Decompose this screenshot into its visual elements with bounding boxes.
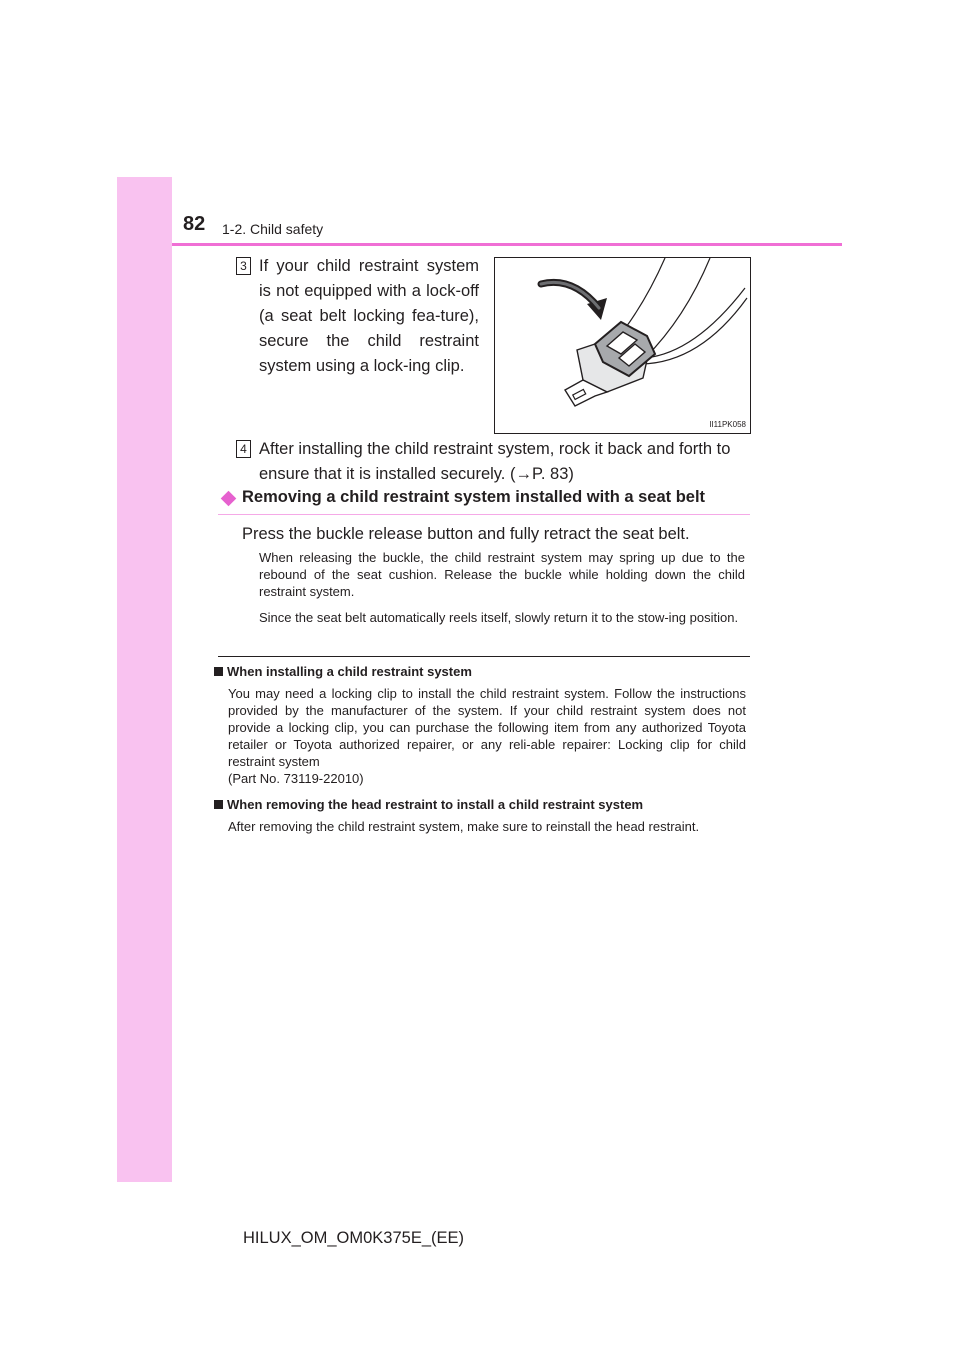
info-body-installing xyxy=(228,685,746,787)
info-title-installing xyxy=(214,664,472,679)
info-divider xyxy=(218,656,750,657)
info-body-installing-text: You may need a locking clip to install the child restraint system. Follow the instructions provided by the manufacturer of the system. If your child restraint system does not provide a locking clip, you can purchase the following item from any authorized Toyota retailer or Toyota authorized repairer, or any reli-able repairer: Locking clip for child restraint system xyxy=(228,686,746,769)
side-color-band xyxy=(117,177,172,1182)
belt-line-4 xyxy=(641,298,747,364)
info-body-installing-part-no: (Part No. 73119-22010) xyxy=(228,771,364,786)
square-bullet-icon xyxy=(214,667,223,676)
removing-note-1: When releasing the buckle, the child restraint system may spring up due to the rebound of the seat cushion. Release the buckle while holding down the child restraint system. xyxy=(259,550,745,599)
section-title: 1-2. Child safety xyxy=(222,221,324,237)
header-rule xyxy=(172,243,842,246)
info-body-removing-head-restraint-text: After removing the child restraint system, make sure to reinstall the head restraint. xyxy=(228,819,700,834)
removing-note-2: Since the seat belt automatically reels itself, slowly return it to the stow-ing position. xyxy=(259,610,739,625)
step-number-3: 3 xyxy=(236,257,251,275)
locking-clip-illustration xyxy=(495,258,750,433)
info-title-removing-head-restraint xyxy=(214,797,643,812)
removing-instruction: Press the buckle release button and fully retract the seat belt. xyxy=(242,525,690,543)
info-title-removing-head-restraint-text: When removing the head restraint to install a child restraint system xyxy=(227,797,644,812)
document-footer: HILUX_OM_OM0K375E_(EE) xyxy=(243,1229,465,1247)
page-number: 82 xyxy=(183,213,206,235)
square-bullet-icon xyxy=(214,800,223,809)
removing-heading-row xyxy=(218,488,750,515)
removing-heading: Removing a child restraint system installed with a seat belt xyxy=(242,488,706,506)
diamond-bullet-icon xyxy=(221,491,237,507)
info-body-removing-head-restraint xyxy=(228,818,746,835)
locking-clip-figure xyxy=(494,257,751,434)
figure-code: II11PK058 xyxy=(709,420,746,429)
belt-line-3 xyxy=(645,288,745,358)
step-3-text: If your child restraint system is not equipped with a lock-off (a seat belt locking fea-ture), secure the child restraint system using a lock-ing clip. xyxy=(259,257,479,375)
step-4-text: After installing the child restraint system, rock it back and forth to ensure that it is installed securely. (→P. 83) xyxy=(259,440,731,483)
belt-line-2 xyxy=(645,258,710,358)
step-number-4: 4 xyxy=(236,440,251,458)
info-title-installing-text: When installing a child restraint system xyxy=(227,664,472,679)
